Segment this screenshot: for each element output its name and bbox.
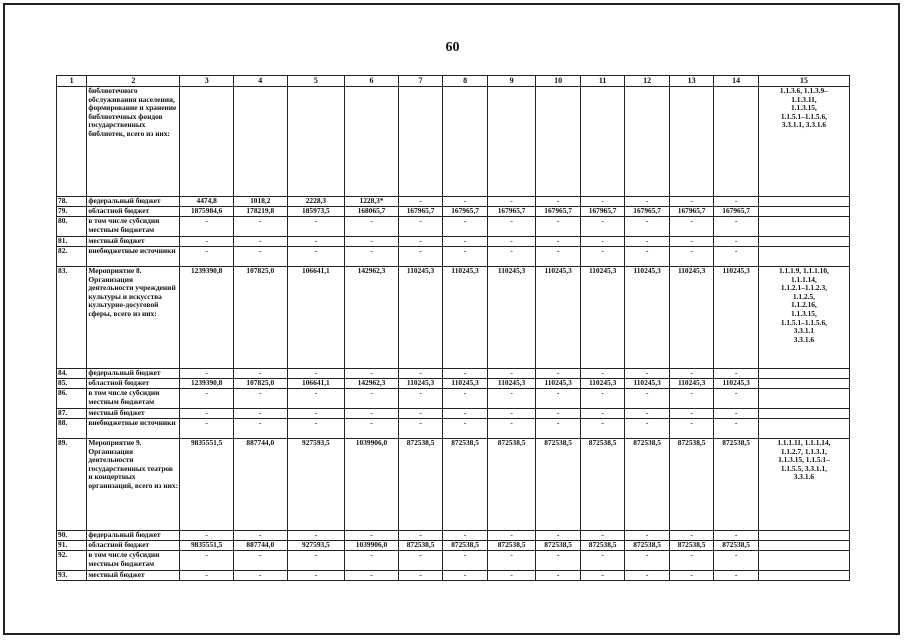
value-cell: 110245,3 <box>580 267 625 369</box>
value-cell: - <box>536 247 581 267</box>
value-cell: 178219,8 <box>233 207 287 217</box>
value-cell: - <box>669 551 714 571</box>
value-cell: 110245,3 <box>714 379 759 389</box>
value-cell: 167965,7 <box>487 207 536 217</box>
value-cell: - <box>398 419 443 439</box>
value-cell: - <box>233 237 287 247</box>
row-name: местный бюджет <box>87 237 180 247</box>
value-cell: - <box>625 197 670 207</box>
value-cell: 1228,3* <box>345 197 399 207</box>
column-header-6: 6 <box>345 76 399 87</box>
row-references <box>758 197 849 207</box>
value-cell: - <box>536 409 581 419</box>
value-cell <box>180 87 234 197</box>
value-cell: - <box>443 531 488 541</box>
row-references <box>758 571 849 581</box>
value-cell: 872538,5 <box>443 439 488 531</box>
value-cell: - <box>443 389 488 409</box>
value-cell: - <box>669 389 714 409</box>
row-number: 87. <box>57 409 87 419</box>
value-cell: 872538,5 <box>487 541 536 551</box>
row-number: 80. <box>57 217 87 237</box>
value-cell: - <box>487 217 536 237</box>
column-header-11: 11 <box>580 76 625 87</box>
value-cell: - <box>669 571 714 581</box>
value-cell: - <box>180 247 234 267</box>
table-body <box>57 87 850 581</box>
value-cell: 927593,5 <box>287 439 345 531</box>
value-cell: - <box>287 409 345 419</box>
value-cell: - <box>536 237 581 247</box>
value-cell: - <box>580 419 625 439</box>
value-cell: - <box>443 237 488 247</box>
value-cell: 167965,7 <box>625 207 670 217</box>
value-cell: 106641,1 <box>287 379 345 389</box>
row-number: 89. <box>57 439 87 531</box>
value-cell: - <box>669 237 714 247</box>
value-cell: 9835551,5 <box>180 541 234 551</box>
value-cell: - <box>714 419 759 439</box>
value-cell: 872538,5 <box>669 541 714 551</box>
value-cell: - <box>625 389 670 409</box>
row-references <box>758 389 849 409</box>
table-row <box>57 369 850 379</box>
value-cell: - <box>669 409 714 419</box>
row-references <box>758 541 849 551</box>
value-cell: - <box>580 389 625 409</box>
value-cell: - <box>580 217 625 237</box>
value-cell: - <box>580 197 625 207</box>
value-cell: - <box>669 369 714 379</box>
column-header-15: 15 <box>758 76 849 87</box>
value-cell <box>625 87 670 197</box>
value-cell: - <box>233 409 287 419</box>
row-references: 1.1.1.9, 1.1.1.10, 1.1.1.14, 1.1.2.1–1.1.2.3, 1.1.2.5, 1.1.2.16, 1.1.3.15, 1.1.5.1–1.1.5.6, 3.3.1.1 3.3.1.6 <box>758 267 849 369</box>
row-name: внебюджетные источники <box>87 247 180 267</box>
value-cell: 1239390,8 <box>180 379 234 389</box>
value-cell: - <box>580 409 625 419</box>
value-cell <box>233 87 287 197</box>
value-cell: - <box>487 409 536 419</box>
value-cell: - <box>398 247 443 267</box>
value-cell <box>669 87 714 197</box>
row-references: 1.1.1.11, 1.1.1.14, 1.1.2.7, 1.1.3.1, 1.1.3.15, 1.1.5.1– 1.1.5.5, 3.3.1.1, 3.3.1.6 <box>758 439 849 531</box>
value-cell: - <box>580 369 625 379</box>
row-name: областной бюджет <box>87 207 180 217</box>
value-cell: - <box>714 551 759 571</box>
value-cell: - <box>180 531 234 541</box>
row-name: федеральный бюджет <box>87 531 180 541</box>
row-number: 88. <box>57 419 87 439</box>
value-cell: - <box>398 409 443 419</box>
value-cell: - <box>625 571 670 581</box>
value-cell: 872538,5 <box>536 439 581 531</box>
value-cell: 872538,5 <box>536 541 581 551</box>
value-cell: 110245,3 <box>580 379 625 389</box>
value-cell: 872538,5 <box>669 439 714 531</box>
value-cell: - <box>669 197 714 207</box>
row-number: 82. <box>57 247 87 267</box>
value-cell: 110245,3 <box>669 267 714 369</box>
table-row <box>57 267 850 369</box>
value-cell: - <box>180 237 234 247</box>
value-cell: 142962,3 <box>345 267 399 369</box>
table-row <box>57 551 850 571</box>
value-cell <box>580 87 625 197</box>
value-cell: 872538,5 <box>625 541 670 551</box>
row-number: 90. <box>57 531 87 541</box>
column-header-3: 3 <box>180 76 234 87</box>
value-cell: - <box>536 419 581 439</box>
value-cell: 887744,0 <box>233 541 287 551</box>
value-cell: - <box>398 571 443 581</box>
table-row <box>57 237 850 247</box>
value-cell <box>443 87 488 197</box>
table-row <box>57 379 850 389</box>
value-cell: - <box>287 217 345 237</box>
value-cell: - <box>714 369 759 379</box>
value-cell: 167965,7 <box>536 207 581 217</box>
column-header-14: 14 <box>714 76 759 87</box>
value-cell: 168065,7 <box>345 207 399 217</box>
value-cell: - <box>233 419 287 439</box>
value-cell: - <box>487 197 536 207</box>
value-cell: - <box>625 217 670 237</box>
row-name: областной бюджет <box>87 541 180 551</box>
value-cell: 110245,3 <box>487 267 536 369</box>
value-cell: - <box>345 389 399 409</box>
value-cell <box>345 87 399 197</box>
value-cell: - <box>398 389 443 409</box>
value-cell: - <box>180 419 234 439</box>
table-row <box>57 87 850 197</box>
table-row <box>57 247 850 267</box>
page-number: 60 <box>445 40 460 55</box>
value-cell: - <box>625 531 670 541</box>
value-cell: - <box>287 419 345 439</box>
table-row <box>57 439 850 531</box>
column-header-10: 10 <box>536 76 581 87</box>
value-cell: - <box>443 419 488 439</box>
value-cell: - <box>287 389 345 409</box>
value-cell: - <box>487 389 536 409</box>
value-cell: - <box>180 217 234 237</box>
row-references <box>758 409 849 419</box>
value-cell: - <box>345 247 399 267</box>
value-cell: - <box>487 237 536 247</box>
value-cell: - <box>287 237 345 247</box>
value-cell: 2228,3 <box>287 197 345 207</box>
table-row <box>57 217 850 237</box>
column-header-1: 1 <box>57 76 87 87</box>
row-number: 92. <box>57 551 87 571</box>
value-cell: - <box>398 369 443 379</box>
value-cell: 107825,0 <box>233 267 287 369</box>
value-cell: 872538,5 <box>487 439 536 531</box>
value-cell: - <box>180 409 234 419</box>
value-cell: - <box>233 369 287 379</box>
value-cell: - <box>233 551 287 571</box>
value-cell: - <box>580 551 625 571</box>
table-row <box>57 419 850 439</box>
value-cell: 1039906,0 <box>345 541 399 551</box>
value-cell: - <box>398 197 443 207</box>
value-cell: 110245,3 <box>536 267 581 369</box>
row-name: библиотечного обслуживания населения, формирование и хранение библиотечных фондов государственных библиотек, всего из них: <box>87 87 180 197</box>
row-references <box>758 217 849 237</box>
value-cell: 107825,0 <box>233 379 287 389</box>
table-row <box>57 541 850 551</box>
value-cell: 110245,3 <box>714 267 759 369</box>
value-cell: - <box>287 551 345 571</box>
column-header-12: 12 <box>625 76 670 87</box>
row-references <box>758 419 849 439</box>
value-cell: - <box>536 197 581 207</box>
value-cell: - <box>669 247 714 267</box>
value-cell: 887744,0 <box>233 439 287 531</box>
value-cell: - <box>233 247 287 267</box>
value-cell <box>398 87 443 197</box>
row-number: 83. <box>57 267 87 369</box>
value-cell: - <box>443 551 488 571</box>
value-cell: 110245,3 <box>536 379 581 389</box>
value-cell: - <box>714 247 759 267</box>
value-cell: - <box>625 551 670 571</box>
value-cell: 110245,3 <box>625 379 670 389</box>
value-cell: 110245,3 <box>487 379 536 389</box>
table-row <box>57 531 850 541</box>
value-cell: - <box>487 551 536 571</box>
value-cell: - <box>233 531 287 541</box>
value-cell: - <box>487 419 536 439</box>
row-references <box>758 551 849 571</box>
column-header-7: 7 <box>398 76 443 87</box>
row-name: в том числе субсидии местным бюджетам <box>87 551 180 571</box>
value-cell: - <box>443 571 488 581</box>
value-cell: 1875984,6 <box>180 207 234 217</box>
value-cell: - <box>580 237 625 247</box>
column-header-13: 13 <box>669 76 714 87</box>
value-cell: - <box>180 551 234 571</box>
value-cell: 106641,1 <box>287 267 345 369</box>
row-number: 86. <box>57 389 87 409</box>
row-name: Мероприятие 8. Организация деятельности учреждений культуры и искусства культурно-досуговой сферы, всего из них: <box>87 267 180 369</box>
value-cell: - <box>233 389 287 409</box>
table-row <box>57 389 850 409</box>
value-cell: 9835551,5 <box>180 439 234 531</box>
table-row <box>57 207 850 217</box>
row-number: 84. <box>57 369 87 379</box>
value-cell: 872538,5 <box>580 439 625 531</box>
value-cell: 110245,3 <box>398 379 443 389</box>
value-cell: - <box>345 237 399 247</box>
value-cell: 167965,7 <box>669 207 714 217</box>
value-cell: - <box>443 369 488 379</box>
value-cell: - <box>398 237 443 247</box>
value-cell: - <box>714 237 759 247</box>
value-cell: 4474,8 <box>180 197 234 207</box>
column-header-5: 5 <box>287 76 345 87</box>
row-references <box>758 531 849 541</box>
value-cell: - <box>580 571 625 581</box>
value-cell: - <box>443 197 488 207</box>
value-cell: - <box>287 531 345 541</box>
value-cell: - <box>714 197 759 207</box>
value-cell: 872538,5 <box>443 541 488 551</box>
row-name: внебюджетные источники <box>87 419 180 439</box>
value-cell: - <box>536 571 581 581</box>
value-cell: - <box>233 571 287 581</box>
budget-table <box>56 75 850 581</box>
value-cell: - <box>625 369 670 379</box>
column-header-2: 2 <box>87 76 180 87</box>
value-cell: - <box>443 409 488 419</box>
value-cell: - <box>536 551 581 571</box>
value-cell: - <box>625 247 670 267</box>
value-cell: - <box>487 369 536 379</box>
value-cell: - <box>536 369 581 379</box>
row-name: в том числе субсидии местным бюджетам <box>87 389 180 409</box>
value-cell: - <box>398 551 443 571</box>
value-cell: - <box>180 369 234 379</box>
table-row <box>57 197 850 207</box>
value-cell: - <box>669 419 714 439</box>
value-cell: - <box>345 217 399 237</box>
row-name: Мероприятие 9. Организация деятельности государственных театров и концертных организаций, всего из них: <box>87 439 180 531</box>
value-cell: 872538,5 <box>398 439 443 531</box>
row-references <box>758 247 849 267</box>
value-cell: 167965,7 <box>580 207 625 217</box>
value-cell: - <box>345 409 399 419</box>
row-references <box>758 369 849 379</box>
value-cell: - <box>536 389 581 409</box>
row-name: местный бюджет <box>87 409 180 419</box>
value-cell: - <box>487 531 536 541</box>
value-cell: - <box>345 571 399 581</box>
value-cell: - <box>669 217 714 237</box>
value-cell: 872538,5 <box>580 541 625 551</box>
value-cell: - <box>345 531 399 541</box>
value-cell: 185973,5 <box>287 207 345 217</box>
value-cell: - <box>487 247 536 267</box>
value-cell: 872538,5 <box>625 439 670 531</box>
value-cell: - <box>287 247 345 267</box>
value-cell <box>487 87 536 197</box>
value-cell: - <box>714 531 759 541</box>
row-number <box>57 87 87 197</box>
row-number: 78. <box>57 197 87 207</box>
value-cell: - <box>345 369 399 379</box>
row-name: в том числе субсидии местным бюджетам <box>87 217 180 237</box>
value-cell: 167965,7 <box>398 207 443 217</box>
value-cell: - <box>714 571 759 581</box>
row-references: 1.1.3.6, 1.1.3.9– 1.1.3.11, 1.1.3.15, 1.1.5.1–1.1.5.6, 3.3.1.1, 3.3.1.6 <box>758 87 849 197</box>
value-cell: - <box>233 217 287 237</box>
value-cell: - <box>625 419 670 439</box>
value-cell: 110245,3 <box>625 267 670 369</box>
table-header-row <box>57 76 850 87</box>
row-name: федеральный бюджет <box>87 369 180 379</box>
value-cell: - <box>625 409 670 419</box>
value-cell: - <box>287 369 345 379</box>
value-cell: - <box>443 217 488 237</box>
row-name: областной бюджет <box>87 379 180 389</box>
row-number: 79. <box>57 207 87 217</box>
value-cell: 1239390,8 <box>180 267 234 369</box>
row-name: местный бюджет <box>87 571 180 581</box>
value-cell: 110245,3 <box>443 379 488 389</box>
column-header-9: 9 <box>487 76 536 87</box>
row-references <box>758 207 849 217</box>
value-cell: - <box>443 247 488 267</box>
row-name: федеральный бюджет <box>87 197 180 207</box>
column-header-8: 8 <box>443 76 488 87</box>
value-cell: - <box>536 531 581 541</box>
table-row <box>57 409 850 419</box>
value-cell: 142962,3 <box>345 379 399 389</box>
row-references <box>758 237 849 247</box>
value-cell: - <box>669 531 714 541</box>
value-cell: 167965,7 <box>443 207 488 217</box>
column-header-4: 4 <box>233 76 287 87</box>
value-cell: 1018,2 <box>233 197 287 207</box>
row-number: 81. <box>57 237 87 247</box>
value-cell: - <box>398 531 443 541</box>
value-cell <box>287 87 345 197</box>
value-cell: - <box>580 531 625 541</box>
value-cell: - <box>536 217 581 237</box>
value-cell: - <box>487 571 536 581</box>
value-cell: 110245,3 <box>398 267 443 369</box>
value-cell: 927593,5 <box>287 541 345 551</box>
value-cell: - <box>287 571 345 581</box>
value-cell: 1039906,0 <box>345 439 399 531</box>
value-cell: - <box>345 419 399 439</box>
value-cell <box>536 87 581 197</box>
value-cell: 167965,7 <box>714 207 759 217</box>
value-cell: 872538,5 <box>714 541 759 551</box>
row-number: 93. <box>57 571 87 581</box>
row-number: 91. <box>57 541 87 551</box>
value-cell: 872538,5 <box>714 439 759 531</box>
value-cell: - <box>580 247 625 267</box>
table-row <box>57 571 850 581</box>
value-cell: - <box>180 389 234 409</box>
value-cell <box>714 87 759 197</box>
value-cell: 110245,3 <box>443 267 488 369</box>
value-cell: - <box>714 409 759 419</box>
value-cell: 872538,5 <box>398 541 443 551</box>
value-cell: - <box>714 389 759 409</box>
row-number: 85. <box>57 379 87 389</box>
value-cell: - <box>345 551 399 571</box>
value-cell: - <box>625 237 670 247</box>
row-references <box>758 379 849 389</box>
value-cell: 110245,3 <box>669 379 714 389</box>
value-cell: - <box>398 217 443 237</box>
value-cell: - <box>714 217 759 237</box>
value-cell: - <box>180 571 234 581</box>
